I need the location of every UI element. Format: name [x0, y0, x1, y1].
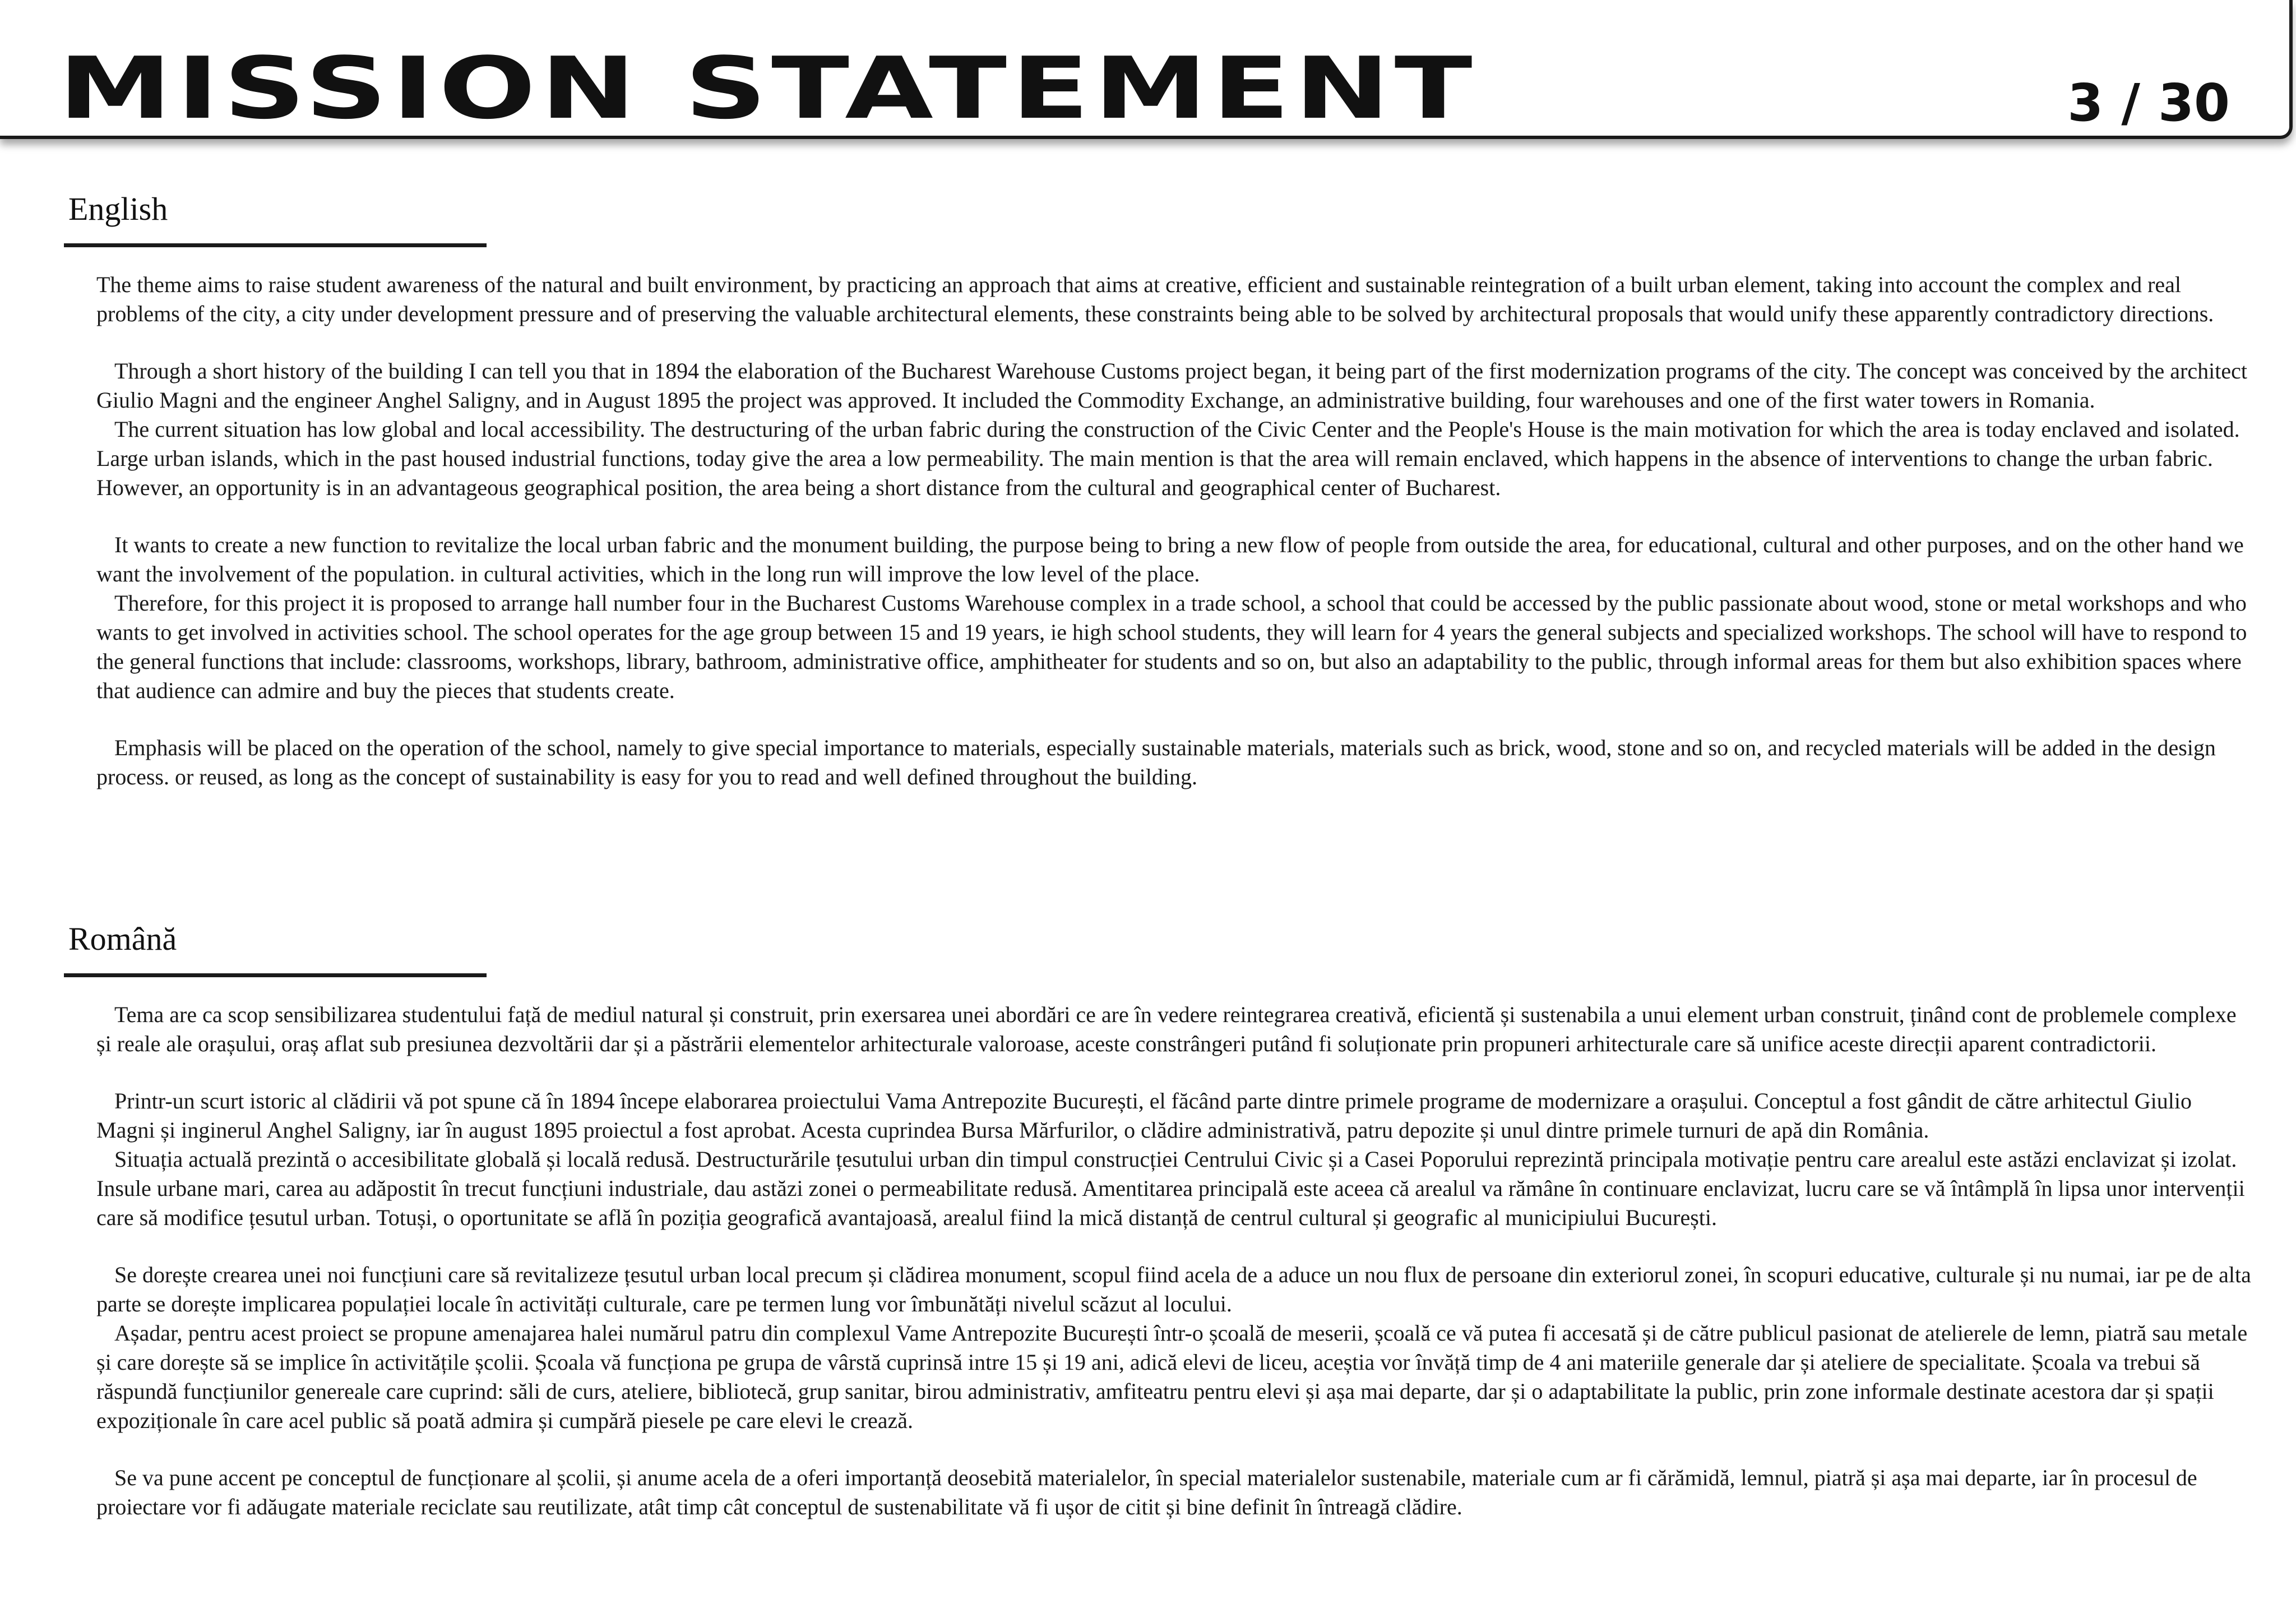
- paragraph: The current situation has low global and local accessibility. The destructuring of the urban fabric during the construction of the Civic Center and the People's House is the main motivation for which the area is today enclaved and isolated. Large urban islands, which in the past housed industrial functions, today give the area a low permeability. The main mention is that the area will remain enclaved, which happens in the absence of interventions to change the urban fabric. However, an opportunity is in an advantageous geographical position, the area being a short distance from the cultural and geographical center of Bucharest.: [96, 417, 2240, 500]
- section-heading: Română: [68, 921, 177, 957]
- page-title: MISSION STATEMENT: [58, 39, 1477, 138]
- paragraph: Through a short history of the building I can tell you that in 1894 the elaboration of the Bucharest Warehouse Customs project began, it being part of the first modernization programs of the city. The concept was conceived by the architect Giulio Magni and the engineer Anghel Saligny, and in August 1895 the project was approved. It included the Commodity Exchange, an administrative building, four warehouses and one of the first water towers in Romania.: [96, 358, 2247, 413]
- paragraph: Așadar, pentru acest proiect se propune amenajarea halei numărul patru din complexul Vame Antrepozite București într-o școală de meserii, școală ce vă putea fi accesată și de către publicul pasionat de atelierele de lemn, piatră sau metale și care dorește să se implice în activitățile școlii. Școala vă funcționa pe grupa de vârstă cuprinsă intre 15 și 19 ani, adică elevi de liceu, aceștia vor învăță timp de 4 ani materiile generale dar și ateliere de specialitate. Școala va trebui să răspundă funcțiunilor genereale care cuprind: săli de curs, ateliere, bibliotecă, grup sanitar, birou administrativ, amfiteatru pentru elevi și așa mai departe, dar și o adaptabilitate la public, prin zone informale destinate acestora dar și spații expoziționale în care acel public să poată admira și cumpără piesele pe care elevi le crează.: [96, 1320, 2248, 1433]
- paragraph: Tema are ca scop sensibilizarea studentului față de mediul natural și construit, prin exersarea unei abordări ce are în vedere reintegrarea creativă, eficientă și sustenabila a unui element urban construit, ținând cont de problemele complexe și reale ale orașului, oraș aflat sub presiunea dezvoltării dar și a păstrării elementelor arhitecturale valoroase, aceste constrângeri putând fi soluționate prin propuneri arhitecturale care să unifice aceste direcții aparent contradictorii.: [96, 1002, 2237, 1056]
- paragraph: Emphasis will be placed on the operation of the school, namely to give special importance to materials, especially sustainable materials, materials such as brick, wood, stone and so on, and recycled materials will be added in the design process. or reused, as long as the concept of sustainability is easy for you to read and well defined throughout the building.: [96, 735, 2216, 789]
- paragraph: Therefore, for this project it is proposed to arrange hall number four in the Bucharest Customs Warehouse complex in a trade school, a school that could be accessed by the public passionate about wood, stone or metal workshops and who wants to get involved in activities school. The school operates for the age group between 15 and 19 years, ie high school students, they will learn for 4 years the general subjects and specialized workshops. The school will have to respond to the general functions that include: classrooms, workshops, library, bathroom, administrative office, amphitheater for students and so on, but also an adaptability to the public, through informal areas for them but also exhibition spaces where that audience can admire and buy the pieces that students create.: [96, 590, 2247, 703]
- paragraph: Se dorește crearea unei noi funcțiuni care să revitalizeze țesutul urban local precum și clădirea monument, scopul fiind acela de a aduce un nou flux de persoane din exteriorul zonei, în scopuri educative, culturale și nu numai, iar pe de alta parte se dorește implicarea populației locale în activități culturale, care pe termen lung vor îmbunătăți nivelul scăzut al locului.: [96, 1262, 2251, 1316]
- section-body: [96, 270, 2253, 792]
- section-body: [96, 1000, 2253, 1522]
- paragraph: Se va pune accent pe conceptul de funcționare al școlii, și anume acela de a oferi importanță deosebită materialelor, în special materialelor sustenabile, materiale cum ar fi cărămidă, lemnul, piatră și așa mai departe, iar în procesul de proiectare vor fi adăugate materiale reciclate sau reutilizate, atât timp cât conceptul de sustenabilitate vă fi ușor de citit și bine definit în întreagă clădire.: [96, 1465, 2197, 1519]
- paragraph: The theme aims to raise student awareness of the natural and built environment, by practicing an approach that aims at creative, efficient and sustainable reintegration of a built urban element, taking into account the complex and real problems of the city, a city under development pressure and of preserving the valuable architectural elements, these constraints being able to be solved by architectural proposals that would unify these apparently contradictory directions.: [96, 272, 2214, 326]
- page-counter: 3 / 30: [2067, 73, 2230, 133]
- section-divider: [64, 973, 487, 977]
- paragraph: It wants to create a new function to revitalize the local urban fabric and the monument building, the purpose being to bring a new flow of people from outside the area, for educational, cultural and other purposes, and on the other hand we want the involvement of the population. in cultural activities, which in the long run will improve the low level of the place.: [96, 532, 2244, 586]
- page-header: [0, 0, 2293, 139]
- section-heading: English: [68, 191, 168, 227]
- paragraph: Situația actuală prezintă o accesibilitate globală și locală redusă. Destructurările țesutului urban din timpul construcției Centrului Civic și a Casei Poporului reprezintă principala motivație pentru care arealul este astăzi enclavizat și izolat. Insule urbane mari, carea au adăpostit în trecut funcțiuni industriale, dau astăzi zonei o permeabilitate redusă. Amentitarea principală este aceea că arealul va rămâne în continuare enclavizat, lucru care se vă întâmplă în lipsa unor intervenții care să modifice țesutul urban. Totuși, o oportunitate se află în poziția geografică avantajoasă, arealul fiind la mică distanță de centrul cultural și geografic al municipiului București.: [96, 1147, 2245, 1230]
- section-divider: [64, 243, 487, 247]
- paragraph: Printr-un scurt istoric al clădirii vă pot spune că în 1894 începe elaborarea proiectului Vama Antrepozite București, el făcând parte dintre primele programe de modernizare a orașului. Conceptul a fost gândit de către arhitectul Giulio Magni și inginerul Anghel Saligny, iar în august 1895 proiectul a fost aprobat. Acesta cuprindea Bursa Mărfurilor, o clădire administrativă, patru depozite și unul dintre primele turnuri de apă din România.: [96, 1088, 2192, 1143]
